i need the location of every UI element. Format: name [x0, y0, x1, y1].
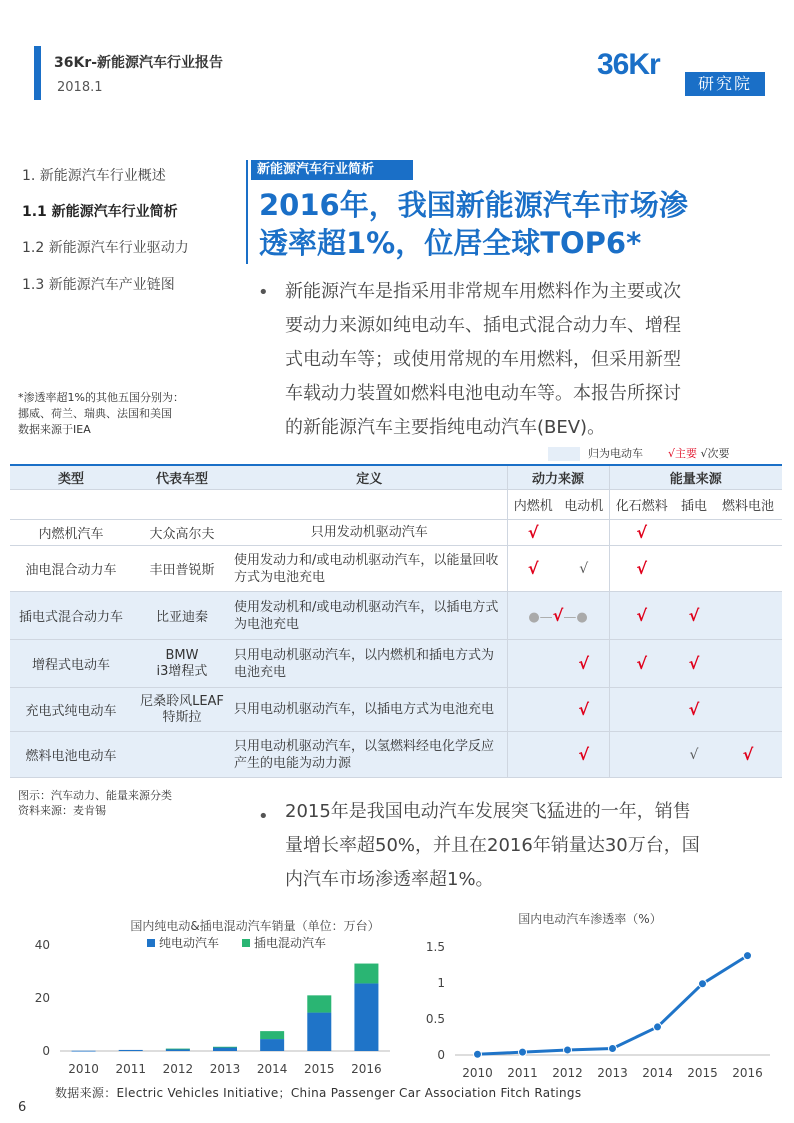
- row-def: 使用发动机和/或电动机驱动汽车，以插电方式为电池充电: [232, 592, 507, 640]
- title-accent-line: [246, 160, 248, 264]
- check-primary-icon: √: [636, 559, 648, 578]
- col-def: 定义: [232, 465, 507, 490]
- line-chart-title: 国内电动汽车渗透率（%）: [518, 912, 662, 926]
- y-tick-label: 0: [42, 1044, 50, 1058]
- logo-text: 研究院: [685, 72, 765, 96]
- legend-electric: 归为电动车: [588, 447, 643, 460]
- row-model: [132, 732, 232, 778]
- check-primary-icon: √: [636, 523, 648, 542]
- row-type: 内燃机汽车: [10, 520, 132, 546]
- report-title: 36Kr-新能源汽车行业报告: [54, 55, 224, 71]
- connector-dot-icon: —●: [563, 610, 588, 625]
- check-primary-icon: √: [742, 745, 754, 764]
- data-point: [609, 1045, 617, 1053]
- sub-motor: 电动机: [559, 490, 609, 520]
- toc-item-drivers[interactable]: 1.2 新能源汽车行业驱动力: [22, 240, 189, 256]
- paragraph-line: 量增长率超50%，并且在2016年销量达30万台，国: [285, 835, 700, 856]
- x-tick-label: 2015: [687, 1066, 718, 1080]
- footnote-line: *渗透率超1%的其他五国分别为：: [18, 391, 184, 404]
- row-type: 燃料电池电动车: [10, 732, 132, 778]
- x-tick-label: 2010: [68, 1062, 99, 1076]
- paragraph-line: 式电动车等；或使用常规的车用燃料，但采用新型: [285, 349, 681, 370]
- bar-phev: [354, 964, 378, 984]
- x-tick-label: 2013: [597, 1066, 628, 1080]
- header-accent-bar: [34, 46, 41, 100]
- definition-paragraph: [285, 275, 725, 445]
- row-def: 只用电动机驱动汽车，以氢燃料经电化学反应产生的电能为动力源: [232, 732, 507, 778]
- data-point: [564, 1046, 572, 1054]
- x-tick-label: 2012: [162, 1062, 194, 1076]
- table-row: [10, 688, 782, 732]
- x-tick-label: 2016: [351, 1062, 382, 1076]
- bar-phev: [307, 995, 331, 1012]
- legend-bev-swatch: [147, 939, 155, 947]
- col-energy: 能量来源: [609, 465, 782, 490]
- sales-bar-chart: [0, 905, 400, 1085]
- y-tick-label: 0: [437, 1048, 445, 1062]
- check-secondary-icon: √: [579, 560, 589, 577]
- check-secondary-icon: √: [689, 746, 699, 763]
- sub-ice: 内燃机: [507, 490, 559, 520]
- check-primary-icon: √: [688, 654, 700, 673]
- check-primary-icon: √: [688, 700, 700, 719]
- y-tick-label: 1.5: [425, 940, 445, 954]
- bar-phev: [213, 1047, 237, 1048]
- sub-fossil: 化石燃料: [609, 490, 674, 520]
- x-tick-label: 2011: [115, 1062, 146, 1076]
- sub-plugin: 插电: [674, 490, 714, 520]
- check-primary-icon: √: [688, 606, 700, 625]
- bar-bev: [72, 1051, 96, 1052]
- data-source: 数据来源：Electric Vehicles Initiative；China Passenger Car Association Fitch Ratings: [55, 1086, 582, 1100]
- legend-primary: √主要: [668, 447, 698, 460]
- x-tick-label: 2013: [209, 1062, 241, 1076]
- caption-line: 资料来源：麦肯锡: [18, 804, 106, 817]
- x-tick-label: 2010: [462, 1066, 493, 1080]
- table-row: [10, 732, 782, 778]
- legend-electric-swatch: [548, 447, 580, 461]
- paragraph-line: 车载动力装置如燃料电池电动车等。本报告所探讨: [285, 383, 681, 404]
- y-tick-label: 40: [34, 938, 50, 952]
- check-primary-icon: √: [552, 606, 564, 625]
- report-date: 2018.1: [57, 80, 103, 95]
- data-point: [654, 1023, 662, 1031]
- footnote-line: 挪威、荷兰、瑞典、法国和美国: [18, 407, 172, 420]
- data-point: [474, 1050, 482, 1058]
- check-primary-icon: √: [527, 559, 539, 578]
- section-tag: 新能源汽车行业简析: [251, 160, 413, 180]
- data-point: [519, 1048, 527, 1056]
- bar-bev: [213, 1047, 237, 1051]
- bar-bev: [119, 1050, 143, 1051]
- paragraph-line: 新能源汽车是指采用非常规车用燃料作为主要或次: [285, 281, 681, 302]
- x-tick-label: 2011: [507, 1066, 538, 1080]
- x-tick-label: 2015: [304, 1062, 335, 1076]
- toc-item-analysis[interactable]: 1.1 新能源汽车行业简析: [22, 204, 178, 220]
- check-primary-icon: √: [636, 654, 648, 673]
- row-type: 增程式电动车: [10, 640, 132, 688]
- row-type: 充电式纯电动车: [10, 688, 132, 732]
- col-model: 代表车型: [132, 465, 232, 490]
- footnote-line: 数据来源于IEA: [18, 423, 91, 436]
- page-title: [259, 186, 779, 262]
- check-primary-icon: √: [527, 523, 539, 542]
- row-def: 只用电动机驱动汽车，以内燃机和插电方式为电池充电: [232, 640, 507, 688]
- toc-item-chain[interactable]: 1.3 新能源汽车产业链图: [22, 277, 175, 293]
- bar-bev: [307, 1013, 331, 1051]
- col-power: 动力来源: [507, 465, 609, 490]
- vehicle-classification-table: [10, 464, 782, 778]
- bullet-dot: •: [258, 282, 269, 303]
- row-model: BMW i3增程式: [132, 640, 232, 688]
- row-def: 只用发动机驱动汽车: [232, 520, 507, 546]
- x-tick-label: 2012: [552, 1066, 583, 1080]
- bar-phev: [260, 1031, 284, 1039]
- sales-paragraph: [285, 795, 725, 897]
- legend-bev: 纯电动汽车: [159, 936, 220, 950]
- series-line: [478, 956, 748, 1055]
- footnote: [18, 390, 238, 438]
- row-type: 油电混合动力车: [10, 546, 132, 592]
- table-row: [10, 520, 782, 546]
- table-row: [10, 640, 782, 688]
- row-def: 使用发动力和/或电动机驱动汽车，以能量回收方式为电池充电: [232, 546, 507, 592]
- bar-phev: [166, 1049, 190, 1050]
- bar-bev: [354, 983, 378, 1051]
- x-tick-label: 2016: [732, 1066, 763, 1080]
- bar-chart-title: 国内纯电动&插电混动汽车销量（单位：万台）: [130, 919, 380, 933]
- logo-number: 36Kr: [597, 48, 660, 81]
- y-tick-label: 1: [437, 976, 445, 990]
- paragraph-line: 2015年是我国电动汽车发展突飞猛进的一年，销售: [285, 801, 691, 822]
- data-point: [699, 980, 707, 988]
- toc-item-overview[interactable]: 1. 新能源汽车行业概述: [22, 168, 166, 184]
- page-number: 6: [18, 1100, 27, 1115]
- page-title-line: 透率超1%，位居全球TOP6*: [259, 226, 642, 260]
- legend-phev: 插电混动汽车: [254, 936, 327, 950]
- check-primary-icon: √: [578, 654, 590, 673]
- combined-power-cell: [507, 592, 609, 640]
- check-primary-icon: √: [578, 745, 590, 764]
- table-row: [10, 592, 782, 640]
- row-model: 尼桑聆风LEAF 特斯拉: [132, 688, 232, 732]
- row-model: 大众高尔夫: [132, 520, 232, 546]
- bar-bev: [260, 1039, 284, 1051]
- table-row: [10, 546, 782, 592]
- row-model: 丰田普锐斯: [132, 546, 232, 592]
- sub-fuelcell: 燃料电池: [714, 490, 782, 520]
- table-caption: [18, 788, 172, 818]
- row-def: 只用电动机驱动汽车，以插电方式为电池充电: [232, 688, 507, 732]
- legend-secondary: √次要: [700, 447, 730, 460]
- row-type: 插电式混合动力车: [10, 592, 132, 640]
- paragraph-line: 内汽车市场渗透率超1%。: [285, 869, 494, 890]
- x-tick-label: 2014: [256, 1062, 288, 1076]
- page-title-line: 2016年，我国新能源汽车市场渗: [259, 188, 688, 222]
- col-type: 类型: [10, 465, 132, 490]
- data-point: [744, 952, 752, 960]
- check-primary-icon: √: [636, 606, 648, 625]
- paragraph-line: 要动力来源如纯电动车、插电式混合动力车、增程: [285, 315, 681, 336]
- bullet-dot: •: [258, 806, 269, 827]
- connector-dot-icon: ●—: [528, 610, 553, 625]
- caption-line: 图示：汽车动力、能量来源分类: [18, 789, 172, 802]
- legend-phev-swatch: [242, 939, 250, 947]
- x-tick-label: 2014: [642, 1066, 673, 1080]
- paragraph-line: 的新能源汽车主要指纯电动汽车(BEV)。: [285, 417, 606, 438]
- logo: [597, 48, 767, 100]
- check-primary-icon: √: [578, 700, 590, 719]
- legend-checks: [668, 445, 730, 461]
- y-tick-label: 0.5: [425, 1012, 445, 1026]
- y-tick-label: 20: [34, 991, 50, 1005]
- penetration-line-chart: [400, 905, 794, 1085]
- row-model: 比亚迪秦: [132, 592, 232, 640]
